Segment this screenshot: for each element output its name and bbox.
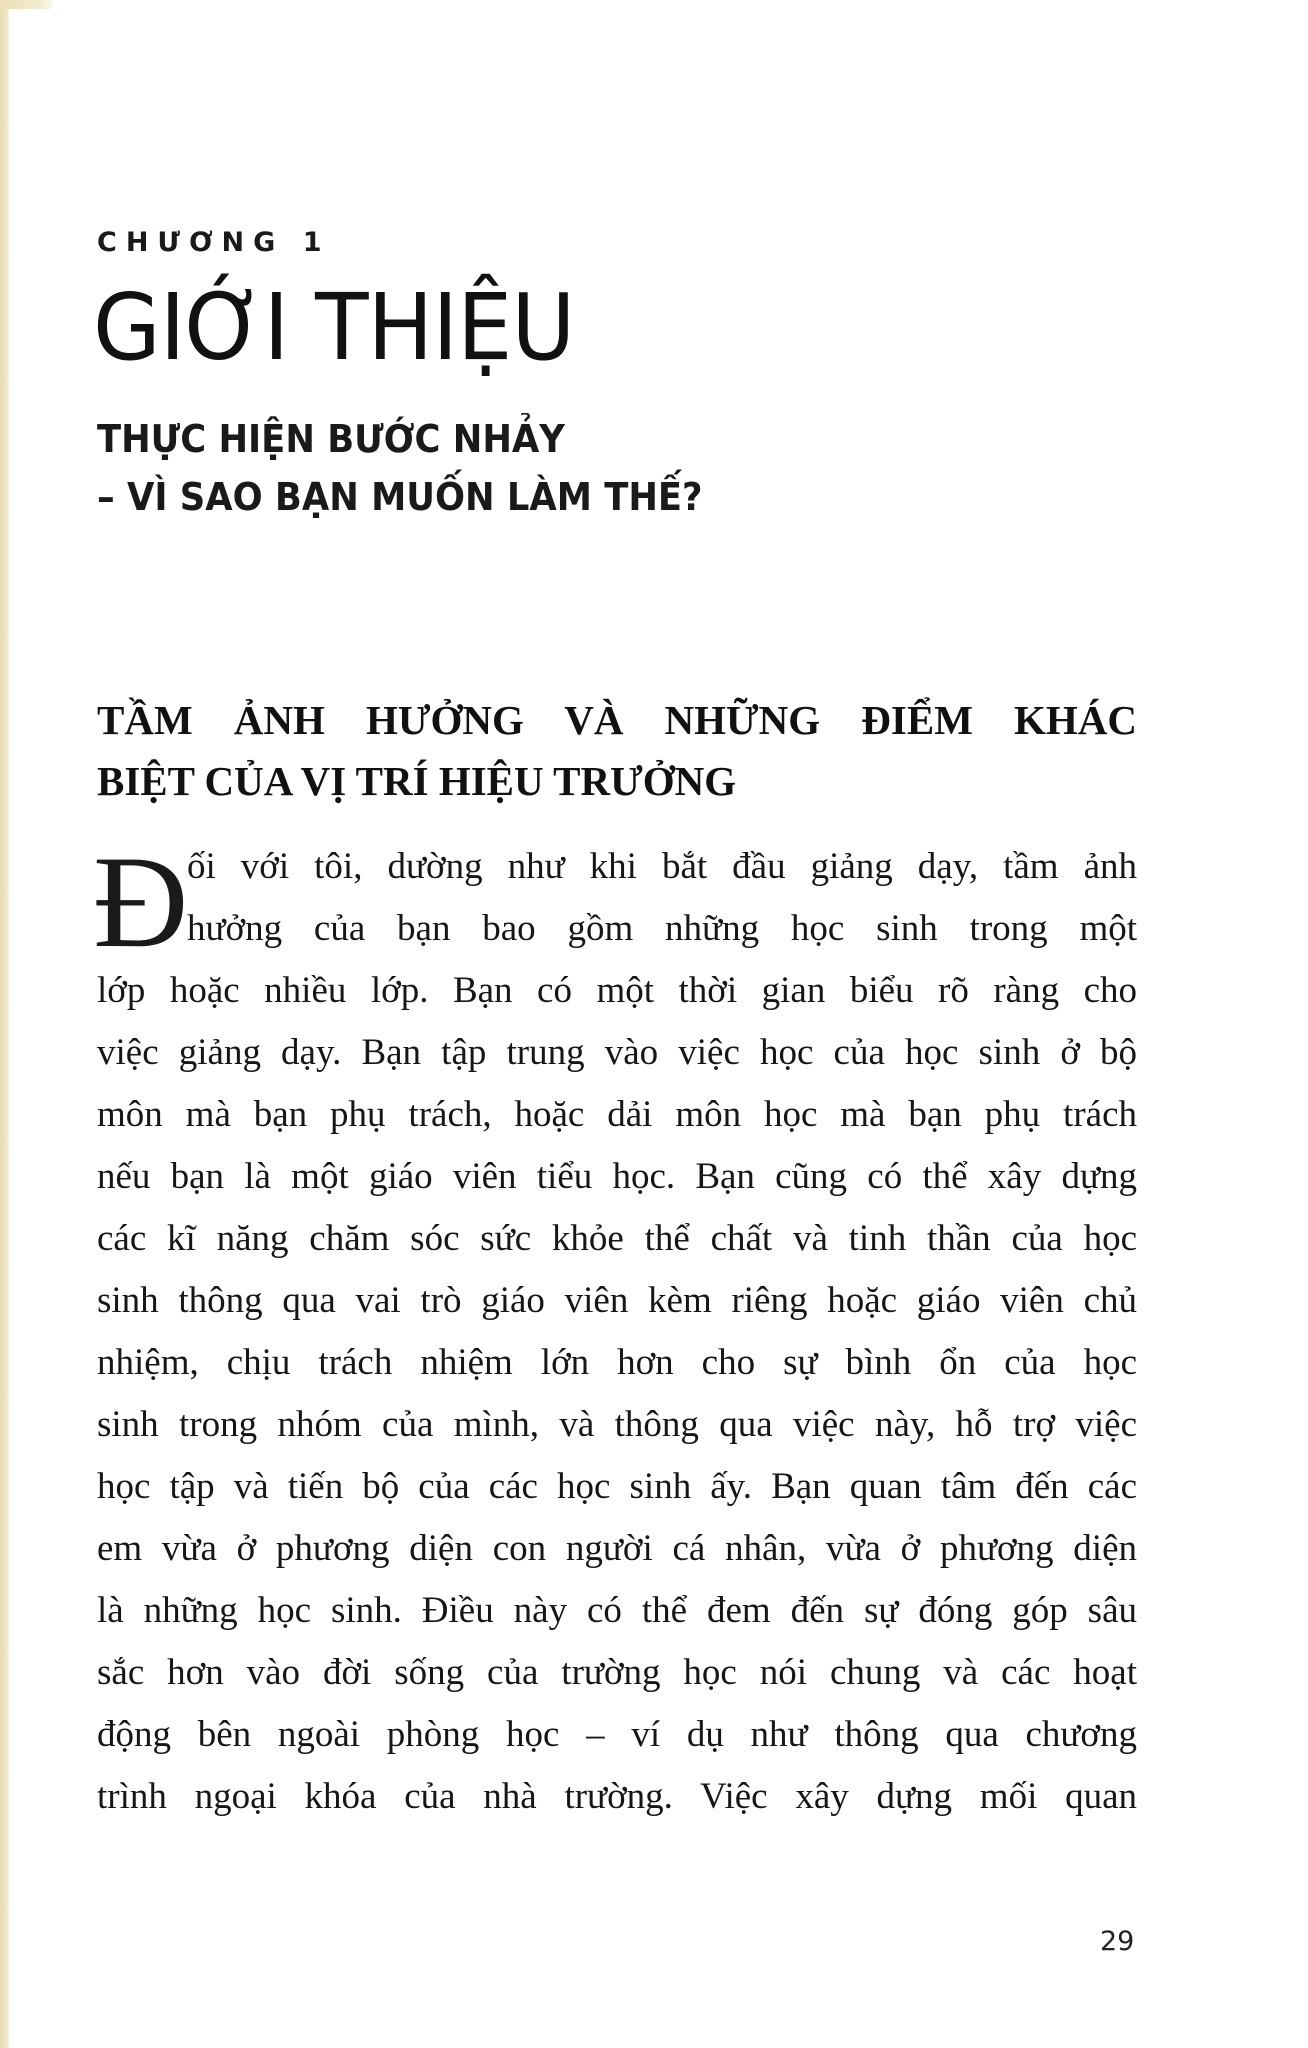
body-line: sinh trong nhóm của mình, và thông qua việc này, hỗ trợ việc xyxy=(97,1404,1137,1445)
body-line: động bên ngoài phòng học – ví dụ như thông qua chương xyxy=(97,1714,1137,1755)
chapter-label: CHƯƠNG 1 xyxy=(97,227,331,258)
drop-cap: Đ xyxy=(93,828,189,975)
chapter-subtitle xyxy=(97,410,703,526)
body-line: nếu bạn là một giáo viên tiểu học. Bạn cũng có thể xây dựng xyxy=(97,1156,1137,1197)
chapter-title: GIỚI THIỆU xyxy=(93,274,575,381)
body-line: môn mà bạn phụ trách, hoặc dải môn học mà bạn phụ trách xyxy=(97,1094,1137,1135)
body-line: nhiệm, chịu trách nhiệm lớn hơn cho sự bình ổn của học xyxy=(97,1342,1137,1383)
page-binding-edge xyxy=(0,0,9,2048)
body-line: là những học sinh. Điều này có thể đem đến sự đóng góp sâu xyxy=(97,1590,1137,1631)
body-line: trình ngoại khóa của nhà trường. Việc xây dựng mối quan xyxy=(97,1776,1137,1817)
body-line: việc giảng dạy. Bạn tập trung vào việc học của học sinh ở bộ xyxy=(97,1032,1137,1073)
section-heading-line: TẦM ẢNH HƯỞNG VÀ NHỮNG ĐIỂM KHÁC xyxy=(97,697,1137,743)
body-line: ối với tôi, dường như khi bắt đầu giảng dạy, tầm ảnh xyxy=(187,846,1137,887)
body-line: lớp hoặc nhiều lớp. Bạn có một thời gian biểu rõ ràng cho xyxy=(97,970,1137,1011)
chapter-subtitle-line: – VÌ SAO BẠN MUỐN LÀM THẾ? xyxy=(97,475,703,519)
body-line: hưởng của bạn bao gồm những học sinh trong một xyxy=(187,908,1137,949)
body-line: các kĩ năng chăm sóc sức khỏe thể chất và tinh thần của học xyxy=(97,1218,1137,1259)
body-line: sinh thông qua vai trò giáo viên kèm riêng hoặc giáo viên chủ xyxy=(97,1280,1137,1321)
section-heading xyxy=(97,690,1137,812)
body-line: sắc hơn vào đời sống của trường học nói chung và các hoạt xyxy=(97,1652,1137,1693)
section-heading-line: BIỆT CỦA VỊ TRÍ HIỆU TRƯỞNG xyxy=(97,758,737,804)
body-paragraph xyxy=(93,828,1137,1828)
page-corner-edge xyxy=(0,0,52,9)
body-line: học tập và tiến bộ của các học sinh ấy. Bạn quan tâm đến các xyxy=(97,1466,1137,1507)
page-number: 29 xyxy=(1100,1926,1135,1957)
body-line: em vừa ở phương diện con người cá nhân, vừa ở phương diện xyxy=(97,1528,1137,1569)
chapter-subtitle-line: THỰC HIỆN BƯỚC NHẢY xyxy=(97,417,565,461)
